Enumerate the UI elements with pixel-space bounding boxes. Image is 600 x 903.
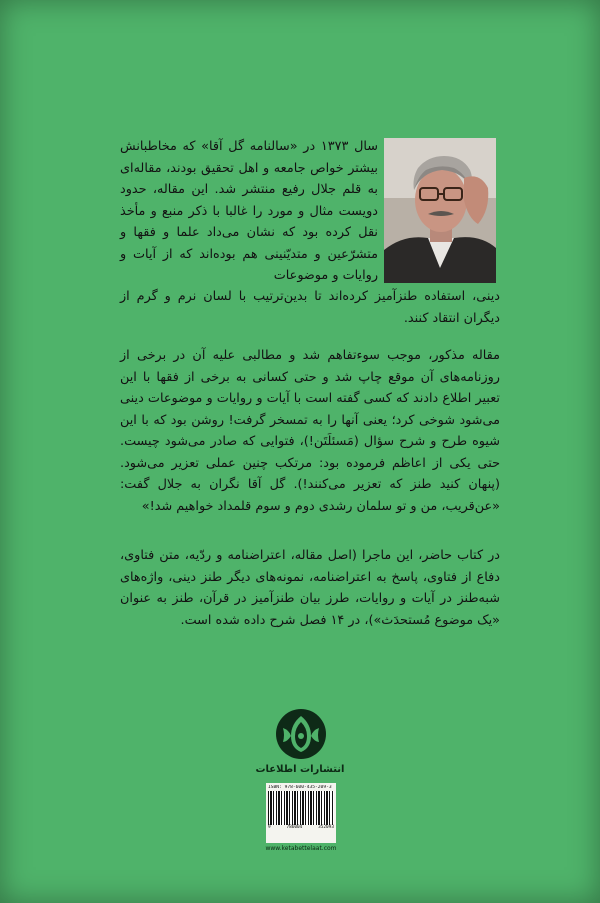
intro-paragraph-bottom	[120, 286, 500, 329]
barcode-digits-right: 352093	[318, 825, 334, 830]
barcode-bars	[268, 791, 334, 825]
intro-paragraph-bottom-text: دینی، استفاده طنزآمیز کرده‌اند تا بدین‌ترتیب با لسان نرم و گرم از دیگران انتقاد کنند.	[120, 289, 500, 326]
second-paragraph	[120, 345, 500, 517]
barcode-digits-mid: 786004	[286, 825, 303, 830]
intro-paragraph-top	[120, 136, 378, 287]
portrait-illustration	[384, 138, 496, 283]
barcode-digits-left: 9	[268, 825, 271, 830]
third-paragraph	[120, 545, 500, 631]
second-paragraph-text: مقاله مذکور، موجب سوءتفاهم شد و مطالبی علیه آن در برخی از روزنامه‌های آن موقع چاپ شد و حتی کسانی به برخی از فقها با این تعبیر اطلاع دادند که کسی گفته است با آیات و روایات و موضوعات دینی می‌شود شوخی کرد؛ یعنی آنها را به تمسخر گرفت! روشن بود که با این شیوه طرح و شرح سؤال (مَسئلَتَن!)، فتوایی که صادر می‌شود چیست. حتی یکی از اعاظم فرموده بود: مرتکب چنین عملی تعزیر می‌شود. (پنهان کنید طنز که تعزیر می‌کنند!). گل آقا نگران به جلال گفت: «عن‌قریب، من و تو سلمان رشدی دوم و سوم قلمداد خواهیم شد!»	[120, 348, 500, 514]
publisher-name: انتشارات اطلاعات	[255, 764, 345, 775]
ettelaat-logo-icon	[275, 708, 327, 760]
barcode-digits	[268, 825, 334, 830]
publisher-website: www.ketabettelaat.com	[265, 845, 337, 852]
isbn-barcode	[266, 783, 336, 843]
intro-paragraph-top-text: سال ۱۳۷۳ در «سالنامه گل آقا» که مخاطبانش بیشتر خواص جامعه و اهل تحقیق بودند، مقاله‌ای به قلم جلال رفیع منتشر شد. این مقاله، حدود دویست مثال و مورد را غالبا با ذکر منبع و مأخذ نقل کرده بود که نشان می‌داد علما و فقها و متشرّعین و متدیّنینی هم بوده‌اند که از آیات و روایات و موضوعات	[120, 139, 378, 283]
ettelaat-logo-mark	[275, 708, 327, 760]
author-portrait-photo	[384, 138, 496, 283]
isbn-label: ISBN: 978-600-435-209-3	[268, 785, 332, 790]
third-paragraph-text: در کتاب حاضر، این ماجرا (اصل مقاله، اعتراضنامه و ردّیه، متن فتاوی، دفاع از فتاوی، پاسخ به اعتراضنامه، نمونه‌های دیگر طنز دینی، واژه‌های شبه‌طنز در آیات و روایات، طرز بیان طنزآمیز در قرآن، طنز به عنوان «یک موضوع مُستحدَث»)، در ۱۴ فصل شرح داده شده است.	[120, 548, 500, 628]
